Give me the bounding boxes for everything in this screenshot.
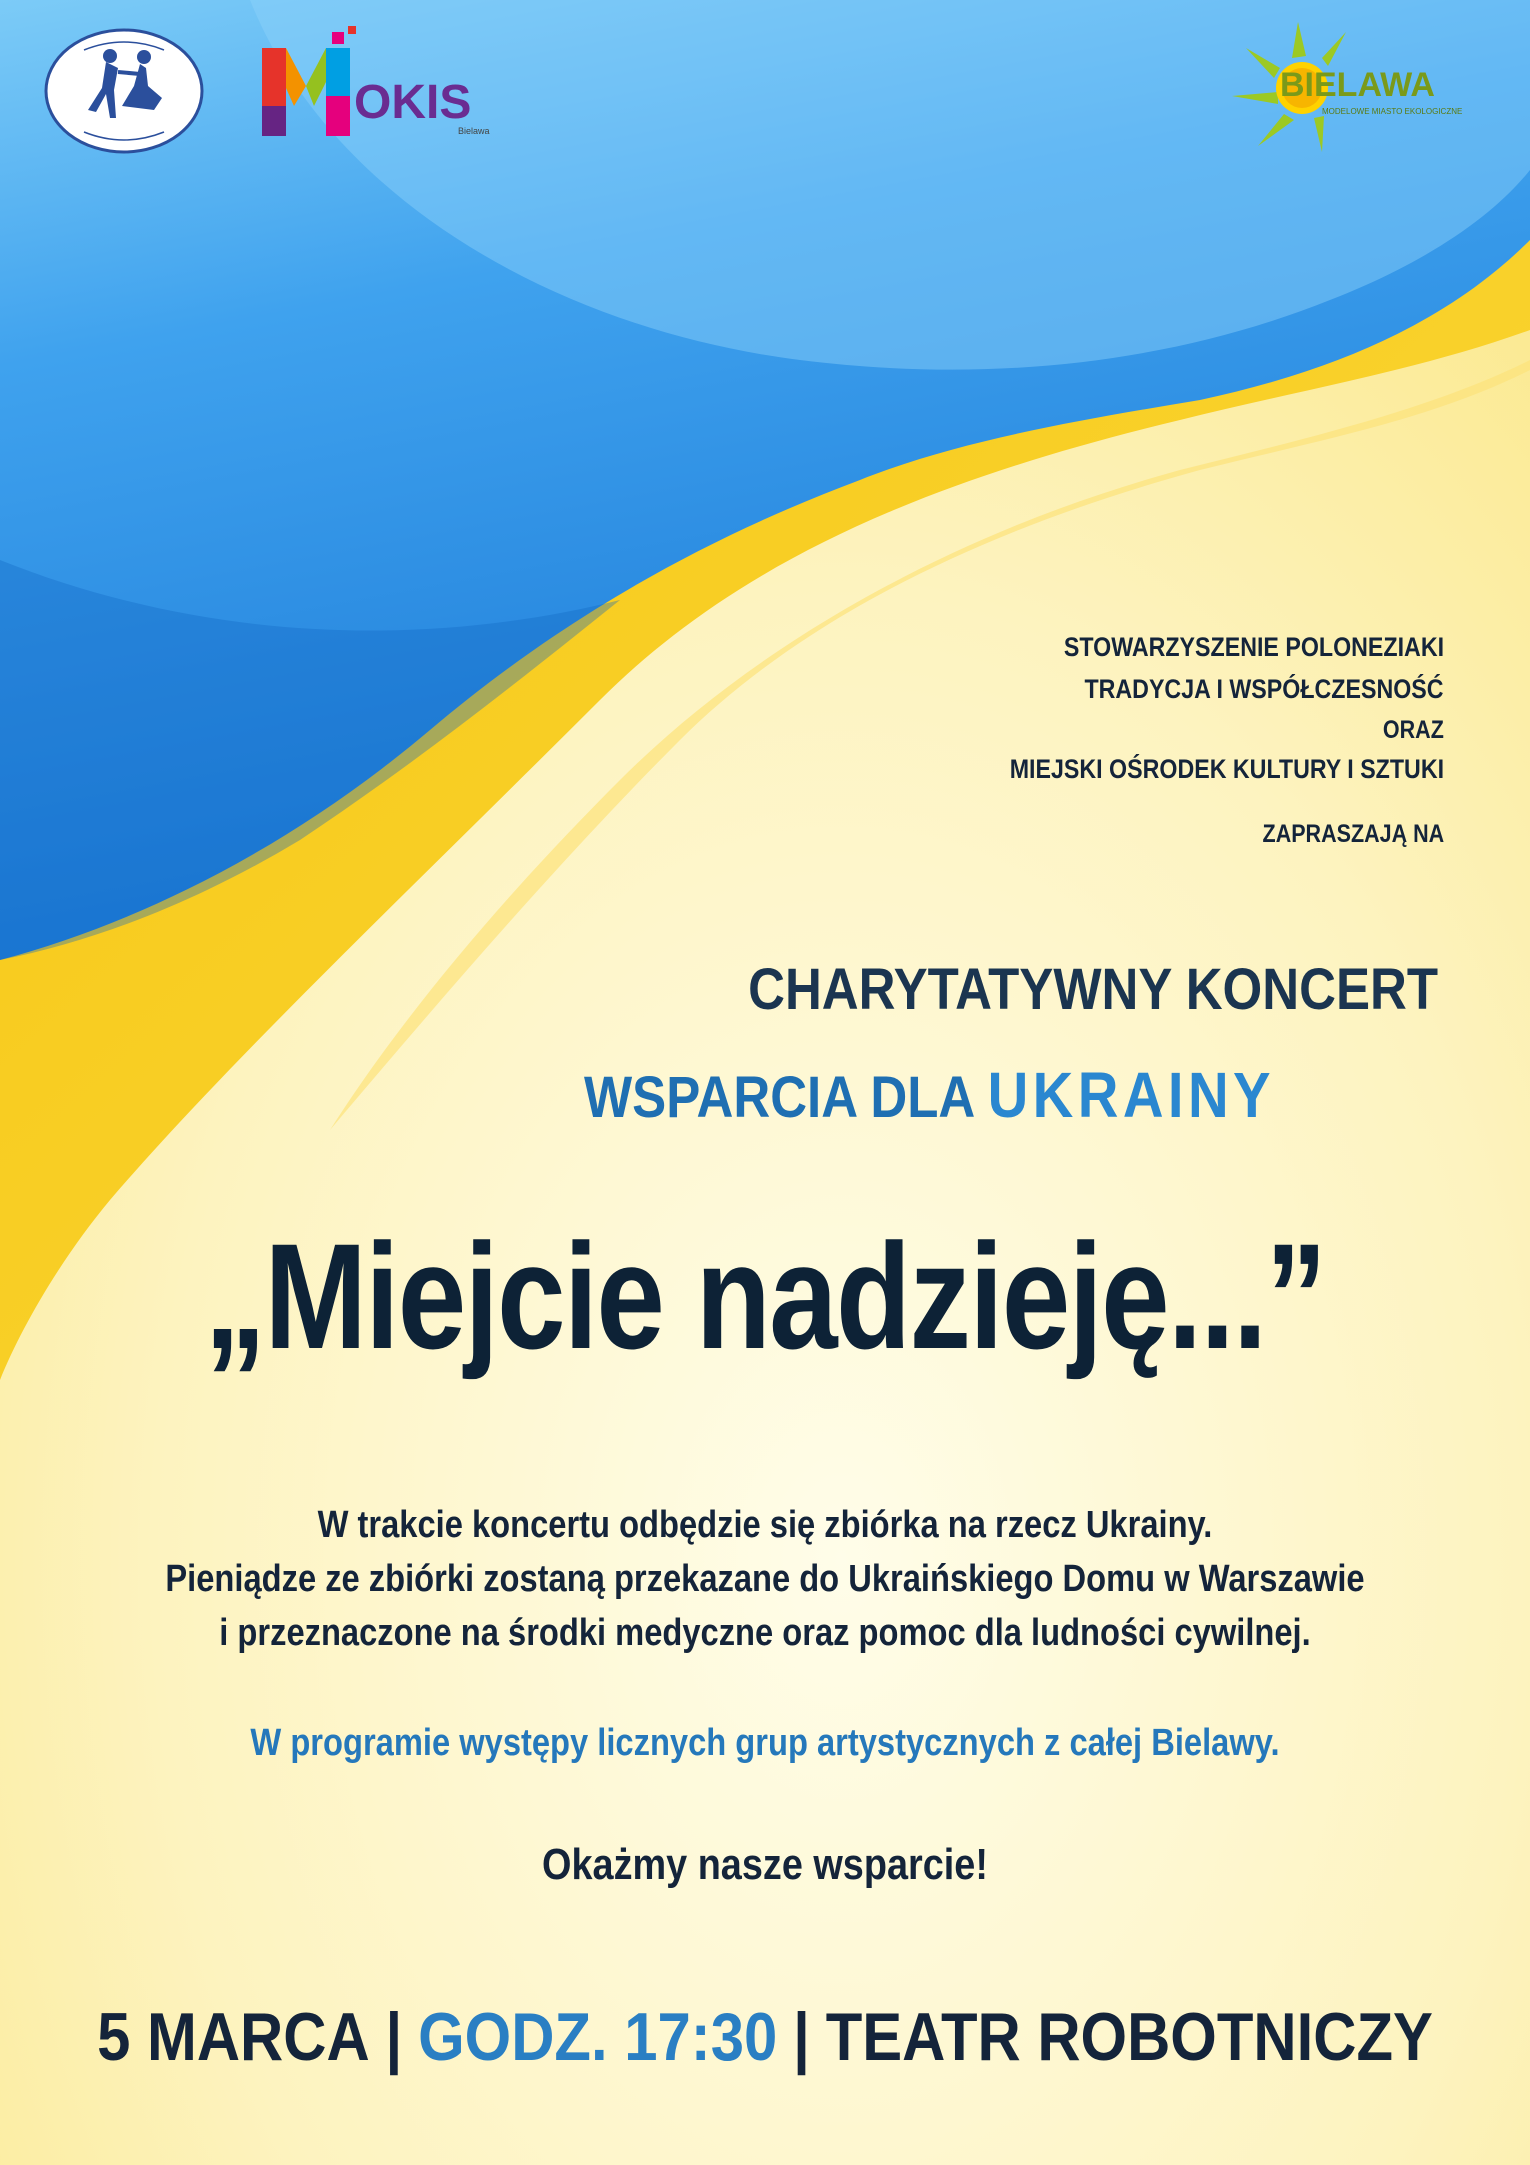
subtitle-prefix: WSPARCIA DLA <box>584 1065 976 1130</box>
invite-text: ZAPRASZAJĄ NA <box>1262 820 1444 848</box>
concert-title: CHARYTATYWNY KONCERT <box>748 957 1438 1022</box>
dancing-couple-logo <box>44 28 204 154</box>
mokis-logo-sub: Bielawa <box>458 126 490 136</box>
event-name: „Miejcie nadzieję...” <box>204 1212 1326 1380</box>
mokis-logo-text: OKIS <box>354 76 472 129</box>
bielawa-logo-text: BIELAWA <box>1280 66 1435 104</box>
description-line-2: Pieniądze ze zbiórki zostaną przekazane do Ukraińskiego Domu w Warszawie <box>165 1558 1365 1600</box>
bielawa-logo-tagline: MODELOWE MIASTO EKOLOGICZNE <box>1322 107 1463 116</box>
separator-1: | <box>385 1999 403 2075</box>
event-date: 5 MARCA <box>97 1999 370 2075</box>
description-line-3: i przeznaczone na środki medyczne oraz pomoc dla ludności cywilnej. <box>219 1612 1311 1654</box>
organizer-line-3: ORAZ <box>1383 716 1444 744</box>
separator-2: | <box>793 1999 810 2075</box>
event-venue: TEATR ROBOTNICZY <box>825 1999 1433 2075</box>
organizer-line-4: MIEJSKI OŚRODEK KULTURY I SZTUKI <box>1009 754 1444 784</box>
program-text: W programie występy licznych grup artystycznych z całej Bielawy. <box>250 1722 1280 1764</box>
appeal-text: Okażmy nasze wsparcie! <box>542 1840 988 1889</box>
sun-logo <box>1222 18 1472 154</box>
subtitle-country: UKRAINY <box>987 1059 1275 1131</box>
organizer-line-1: STOWARZYSZENIE POLONEZIAKI <box>1063 632 1444 662</box>
organizer-line-2: TRADYCJA I WSPÓŁCZESNOŚĆ <box>1084 674 1444 704</box>
event-details <box>92 1998 1438 2076</box>
mokis-logo <box>258 26 506 142</box>
concert-subtitle <box>584 1058 1275 1132</box>
description-line-1: W trakcie koncertu odbędzie się zbiórka na rzecz Ukrainy. <box>317 1504 1213 1546</box>
event-time: GODZ. 17:30 <box>418 1999 778 2075</box>
